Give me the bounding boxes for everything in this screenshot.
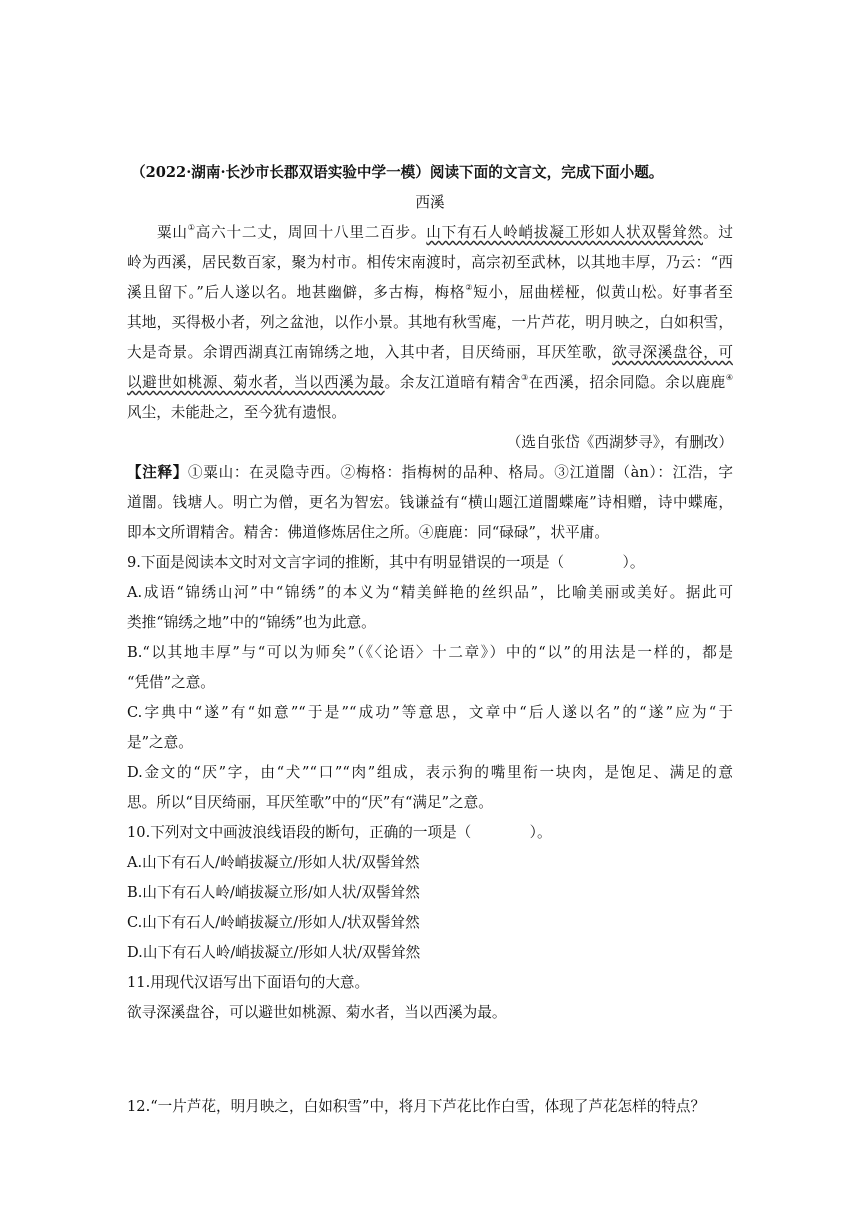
document-page xyxy=(127,158,733,1122)
passage-source: （选自张岱《西湖梦寻》，有删改） xyxy=(506,434,733,451)
notes-line: 【注释】①粟山：在灵隐寺西。②梅格：指梅树的品种、格局。③江道闇（àn）：江浩，字 xyxy=(127,464,733,481)
option-a-cont: 类推“锦绣之地”中的“锦绣”也为此意。 xyxy=(127,614,376,631)
option-c-cont: 是”之意。 xyxy=(127,734,193,751)
option-d-cont: 思。所以“目厌绮丽，耳厌笙歌”中的“厌”有“满足”之意。 xyxy=(127,794,493,811)
option-a: A.成语“锦绣山河”中“锦绣”的本义为“精美鲜艳的丝织品”，比喻美丽或美好。据此可 xyxy=(127,584,733,601)
passage-line: 大是奇景。余谓西湖真江南锦绣之地，入其中者，目厌绮丽，耳厌笙歌，欲寻深溪盘谷，可 xyxy=(127,344,733,361)
notes-line: 道闇。钱塘人。明亡为僧，更名为智宏。钱谦益有“横山题江道闇蝶庵”诗相赠，诗中蝶庵， xyxy=(127,494,733,511)
wavy-underlined-sentence: 欲寻深溪盘谷，可 xyxy=(612,344,733,361)
passage-line: 岭为西溪，居民数百家，聚为村市。相传宋南渡时，高宗初至武林，以其地丰厚，乃云：“西 xyxy=(127,254,733,271)
wavy-underlined-sentence: 以避世如桃源、菊水者，当以西溪为最 xyxy=(127,374,385,391)
option-d: D.金文的“厌”字，由“犬”“口”“肉”组成，表示狗的嘴里衔一块肉，是饱足、满足的意 xyxy=(127,764,733,781)
question-11-sentence: 欲寻深溪盘谷，可以避世如桃源、菊水者，当以西溪为最。 xyxy=(127,1004,507,1021)
notes-label: 【注释】 xyxy=(127,464,189,481)
option-b: B.“以其地丰厚”与“可以为师矣”（《〈论语〉十二章》）中的“以”的用法是一样的，都是 xyxy=(127,644,733,661)
option-c: C.山下有石人/岭峭拔凝立/形如人/状双髻耸然 xyxy=(127,914,420,931)
passage-line: 风尘，未能赴之，至今犹有遗恨。 xyxy=(127,404,346,421)
passage-line: 粟山①高六十二丈，周回十八里二百步。山下有石人岭峭拔凝工形如人状双髻耸然。过 xyxy=(157,223,733,241)
option-b-cont: “凭借”之意。 xyxy=(127,674,215,691)
question-12-stem: 12.“一片芦花，明月映之，白如积雪”中，将月下芦花比作白雪，体现了芦花怎样的特点？ xyxy=(127,1098,706,1115)
option-b: B.山下有石人岭/峭拔凝立形/如人状/双髻耸然 xyxy=(127,884,420,901)
section-heading: （2022·湖南·长沙市长郡双语实验中学一模）阅读下面的文言文，完成下面小题。 xyxy=(131,164,664,181)
option-d: D.山下有石人岭/峭拔凝立/形如人状/双髻耸然 xyxy=(127,944,421,961)
passage-line: 溪且留下。”后人遂以名。地甚幽僻，多古梅，梅格②短小，屈曲槎桠，似黄山松。好事者至 xyxy=(127,283,733,301)
wavy-underlined-sentence: 山下有石人岭峭拔凝工形如人状双髻耸然 xyxy=(426,224,703,241)
passage-title: 西溪 xyxy=(415,194,445,211)
answer-space xyxy=(127,1028,733,1092)
question-10-stem: 10.下列对文中画波浪线语段的断句，正确的一项是（ ）。 xyxy=(127,824,552,841)
option-a: A.山下有石人/岭峭拔凝立/形如人状/双髻耸然 xyxy=(127,854,420,871)
option-c: C.字典中“遂”有“如意”“于是”“成功”等意思，文章中“后人遂以名”的“遂”应为“于 xyxy=(127,704,733,721)
passage-line: 其地，买得极小者，列之盆池，以作小景。其地有秋雪庵，一片芦花，明月映之，白如积雪， xyxy=(127,314,733,331)
notes-line: 即本文所谓精舍。精舍：佛道修炼居住之所。④鹿鹿：同“碌碌”，状平庸。 xyxy=(127,524,609,541)
passage-line: 以避世如桃源、菊水者，当以西溪为最。余友江道暗有精舍③在西溪，招余同隐。余以鹿鹿④ xyxy=(127,373,733,391)
question-11-stem: 11.用现代汉语写出下面语句的大意。 xyxy=(127,974,370,991)
question-9-stem: 9.下面是阅读本文时对文言字词的推断，其中有明显错误的一项是（ ）。 xyxy=(127,554,645,571)
